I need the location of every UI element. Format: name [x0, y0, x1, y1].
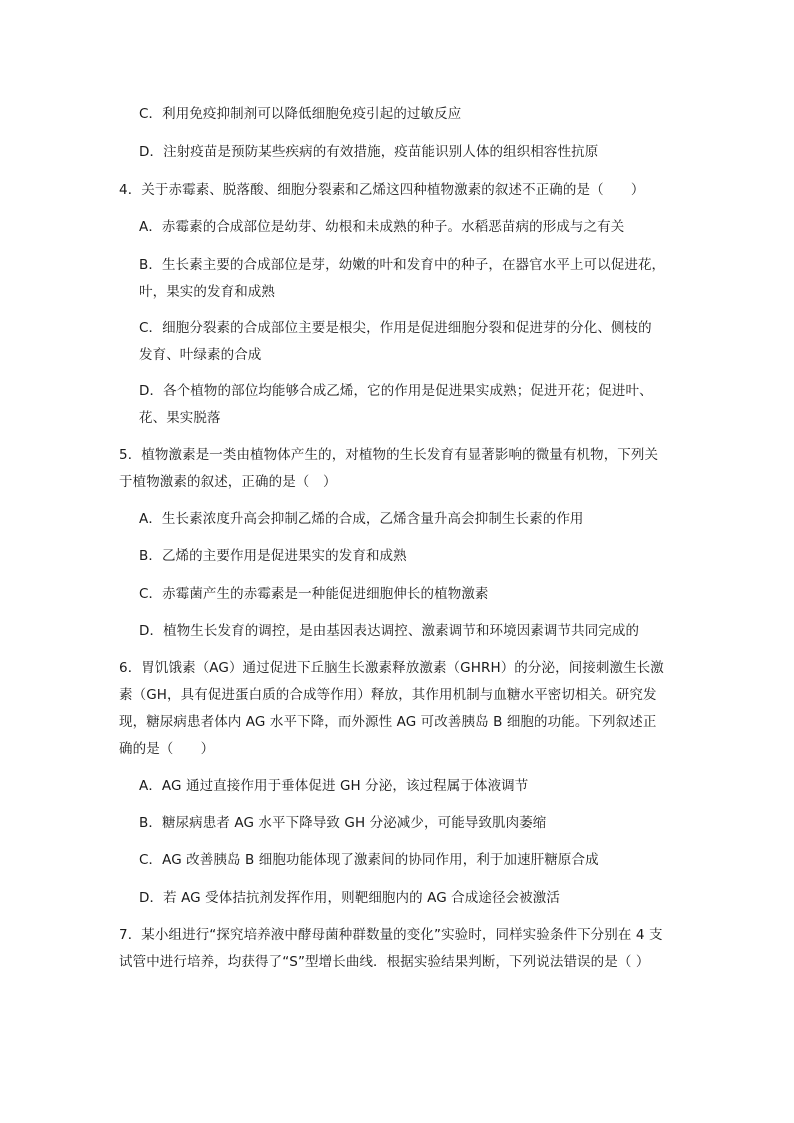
- q5-option-d: D．植物生长发育的调控，是由基因表达调控、激素调节和环境因素调节共同完成的: [139, 623, 640, 639]
- q6-option-b: B．糖尿病患者 AG 水平下降导致 GH 分泌减少，可能导致肌肉萎缩: [139, 815, 547, 831]
- q7-stem-cont: 试管中进行培养，均获得了“S”型增长曲线．根据实验结果判断，下列说法错误的是（ ）: [119, 954, 650, 970]
- q6-stem: 6．胃饥饿素（AG）通过促进下丘脑生长激素释放激素（GHRH）的分泌，间接刺激生长激: [119, 660, 664, 676]
- q5-stem: 5．植物激素是一类由植物体产生的，对植物的生长发育有显著影响的微量有机物，下列关: [119, 447, 659, 463]
- q6-option-a: A．AG 通过直接作用于垂体促进 GH 分泌，该过程属于体液调节: [139, 778, 529, 794]
- q6-option-c: C．AG 改善胰岛 B 细胞功能体现了激素间的协同作用，利于加速肝糖原合成: [139, 852, 599, 868]
- q7-stem: 7．某小组进行“探究培养液中酵母菌种群数量的变化”实验时，同样实验条件下分别在 4 支: [119, 927, 663, 943]
- q6-option-d: D．若 AG 受体拮抗剂发挥作用，则靶细胞内的 AG 合成途径会被激活: [139, 890, 560, 906]
- q6-stem-cont-2: 现，糖尿病患者体内 AG 水平下降，而外源性 AG 可改善胰岛 B 细胞的功能。下列叙述正: [119, 714, 657, 730]
- q4-stem: 4．关于赤霉素、脱落酸、细胞分裂素和乙烯这四种植物激素的叙述不正确的是（ ）: [119, 182, 645, 198]
- q5-option-a: A．生长素浓度升高会抑制乙烯的合成，乙烯含量升高会抑制生长素的作用: [139, 511, 584, 527]
- q4-option-c: C．细胞分裂素的合成部位主要是根尖，作用是促进细胞分裂和促进芽的分化、侧枝的: [139, 320, 652, 336]
- q3-option-d: D．注射疫苗是预防某些疾病的有效措施，疫苗能识别人体的组织相容性抗原: [139, 144, 599, 160]
- q4-option-d: D．各个植物的部位均能够合成乙烯，它的作用是促进果实成熟；促进开花；促进叶、: [139, 383, 653, 399]
- q5-option-c: C．赤霉菌产生的赤霉素是一种能促进细胞伸长的植物激素: [139, 586, 489, 602]
- q6-stem-cont-3: 确的是（ ）: [119, 741, 215, 757]
- q4-option-b-cont: 叶，果实的发育和成熟: [139, 284, 275, 300]
- q4-option-a: A．赤霉素的合成部位是幼芽、幼根和未成熟的种子。水稻恶苗病的形成与之有关: [139, 219, 625, 235]
- q4-option-b: B．生长素主要的合成部位是芽，幼嫩的叶和发育中的种子，在器官水平上可以促进花，: [139, 257, 666, 273]
- q5-stem-cont: 于植物激素的叙述，正确的是（ ）: [119, 474, 337, 490]
- q4-option-d-cont: 花、果实脱落: [139, 410, 221, 426]
- q6-stem-cont-1: 素（GH，具有促进蛋白质的合成等作用）释放，其作用机制与血糖水平密切相关。研究发: [119, 687, 657, 703]
- q3-option-c: C．利用免疫抑制剂可以降低细胞免疫引起的过敏反应: [139, 106, 462, 122]
- q4-option-c-cont: 发育、叶绿素的合成: [139, 347, 262, 363]
- q5-option-b: B．乙烯的主要作用是促进果实的发育和成熟: [139, 548, 407, 564]
